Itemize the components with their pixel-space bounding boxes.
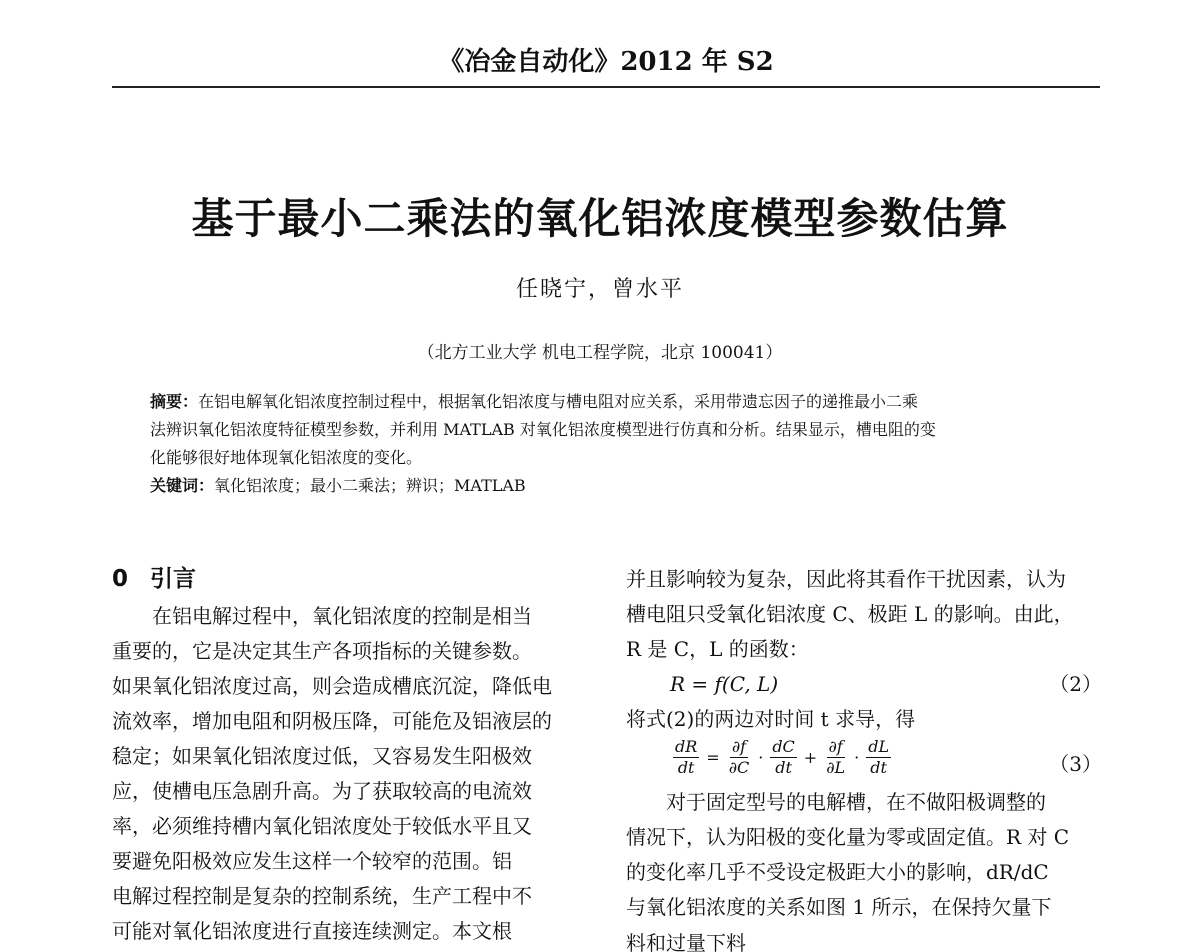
- body-line: 可能对氧化铝浓度进行直接连续测定。本文根: [112, 919, 512, 943]
- right-column: [626, 562, 1102, 925]
- keywords-text: 氧化铝浓度；最小二乘法；辨识；MATLAB: [214, 476, 526, 495]
- equals-sign: =: [706, 748, 720, 767]
- numerator: dC: [772, 737, 795, 756]
- body-line: 情况下，认为阳极的变化量为零或固定值。R 对 C: [626, 825, 1070, 849]
- abstract-label: 摘要：: [150, 392, 199, 411]
- numerator: ∂f: [828, 737, 843, 756]
- body-line: 电解过程控制是复杂的控制系统，生产工程中不: [112, 884, 532, 908]
- body-line: 如果氧化铝浓度过高，则会造成槽底沉淀，降低电: [112, 674, 552, 698]
- body-line: 槽电阻只受氧化铝浓度 C、极距 L 的影响。由此，: [626, 602, 1074, 626]
- abstract-block: [150, 388, 1060, 500]
- body-line: 要避免阳极效应发生这样一个较窄的范围。铝: [112, 849, 512, 873]
- abstract-line: [150, 388, 1060, 416]
- equation-3-number: （3）: [1049, 752, 1102, 776]
- fraction-df-dl: [824, 737, 847, 778]
- numerator: dL: [868, 737, 890, 756]
- denominator: ∂C: [728, 758, 750, 777]
- body-line: 与氧化铝浓度的关系如图 1 所示，在保持欠量下: [626, 895, 1052, 919]
- left-column: [112, 562, 582, 949]
- equation-3-expression: [670, 737, 894, 778]
- body-line: 在铝电解过程中，氧化铝浓度的控制是相当: [152, 604, 532, 628]
- numerator: dR: [675, 737, 698, 756]
- body-line: 重要的，它是决定其生产各项指标的关键参数。: [112, 639, 532, 663]
- equation-3: [626, 737, 1102, 785]
- fraction-df-dc: [727, 737, 752, 778]
- numerator: ∂f: [731, 737, 747, 756]
- fraction-dr-dt: [673, 737, 699, 778]
- cut-off-line: 料和过量下料: [626, 931, 746, 952]
- body-line: 对于固定型号的电解槽，在不做阳极调整的: [666, 790, 1046, 814]
- equation-2-expression: R = f(C, L): [670, 672, 779, 696]
- journal-header: 《冶金自动化》2012 年 S2: [112, 40, 1100, 88]
- affiliation: （北方工业大学 机电工程学院，北京 100041）: [417, 343, 783, 363]
- section-number: 0: [112, 566, 129, 592]
- abstract-line: 化能够很好地体现氧化铝浓度的变化。: [150, 448, 423, 467]
- body-line: 并且影响较为复杂，因此将其看作干扰因素，认为: [626, 567, 1066, 591]
- denominator: dt: [870, 758, 887, 777]
- keywords-label: 关键词：: [150, 476, 215, 495]
- dot-operator: ·: [854, 748, 860, 767]
- dot-operator: ·: [758, 748, 764, 767]
- denominator: dt: [775, 758, 792, 777]
- section-title: 引言: [150, 566, 196, 592]
- denominator: ∂L: [826, 758, 846, 777]
- equation-2: [626, 667, 1102, 702]
- body-line: 应，使槽电压急剧升高。为了获取较高的电流效: [112, 779, 532, 803]
- keywords-line: [150, 472, 1060, 500]
- authors: 任晓宁，曾水平: [515, 277, 684, 302]
- equation-2-number: （2）: [1049, 672, 1102, 696]
- body-line: 率，必须维持槽内氧化铝浓度处于较低水平且又: [112, 814, 532, 838]
- body-line: 将式(2)的两边对时间 t 求导，得: [626, 707, 916, 731]
- body-line: 的变化率几乎不受设定极距大小的影响，dR/dC: [626, 860, 1049, 884]
- section-heading: [112, 562, 582, 597]
- paper-title: 基于最小二乘法的氧化铝浓度模型参数估算: [191, 194, 1009, 243]
- body-line: 稳定；如果氧化铝浓度过低，又容易发生阳极效: [112, 744, 532, 768]
- plus-sign: +: [803, 748, 818, 767]
- fraction-dc-dt: [770, 737, 796, 778]
- abstract-line: 法辨识氧化铝浓度特征模型参数，并利用 MATLAB 对氧化铝浓度模型进行仿真和分析。结果显示，槽电阻的变: [150, 420, 936, 439]
- fraction-dl-dt: [866, 737, 891, 778]
- body-line: 流效率，增加电阻和阴极压降，可能危及铝液层的: [112, 709, 552, 733]
- body-line: R 是 C，L 的函数：: [626, 637, 809, 661]
- denominator: dt: [677, 758, 695, 777]
- abstract-text: 在铝电解氧化铝浓度控制过程中，根据氧化铝浓度与槽电阻对应关系，采用带遗忘因子的递推最小二乘: [198, 392, 919, 411]
